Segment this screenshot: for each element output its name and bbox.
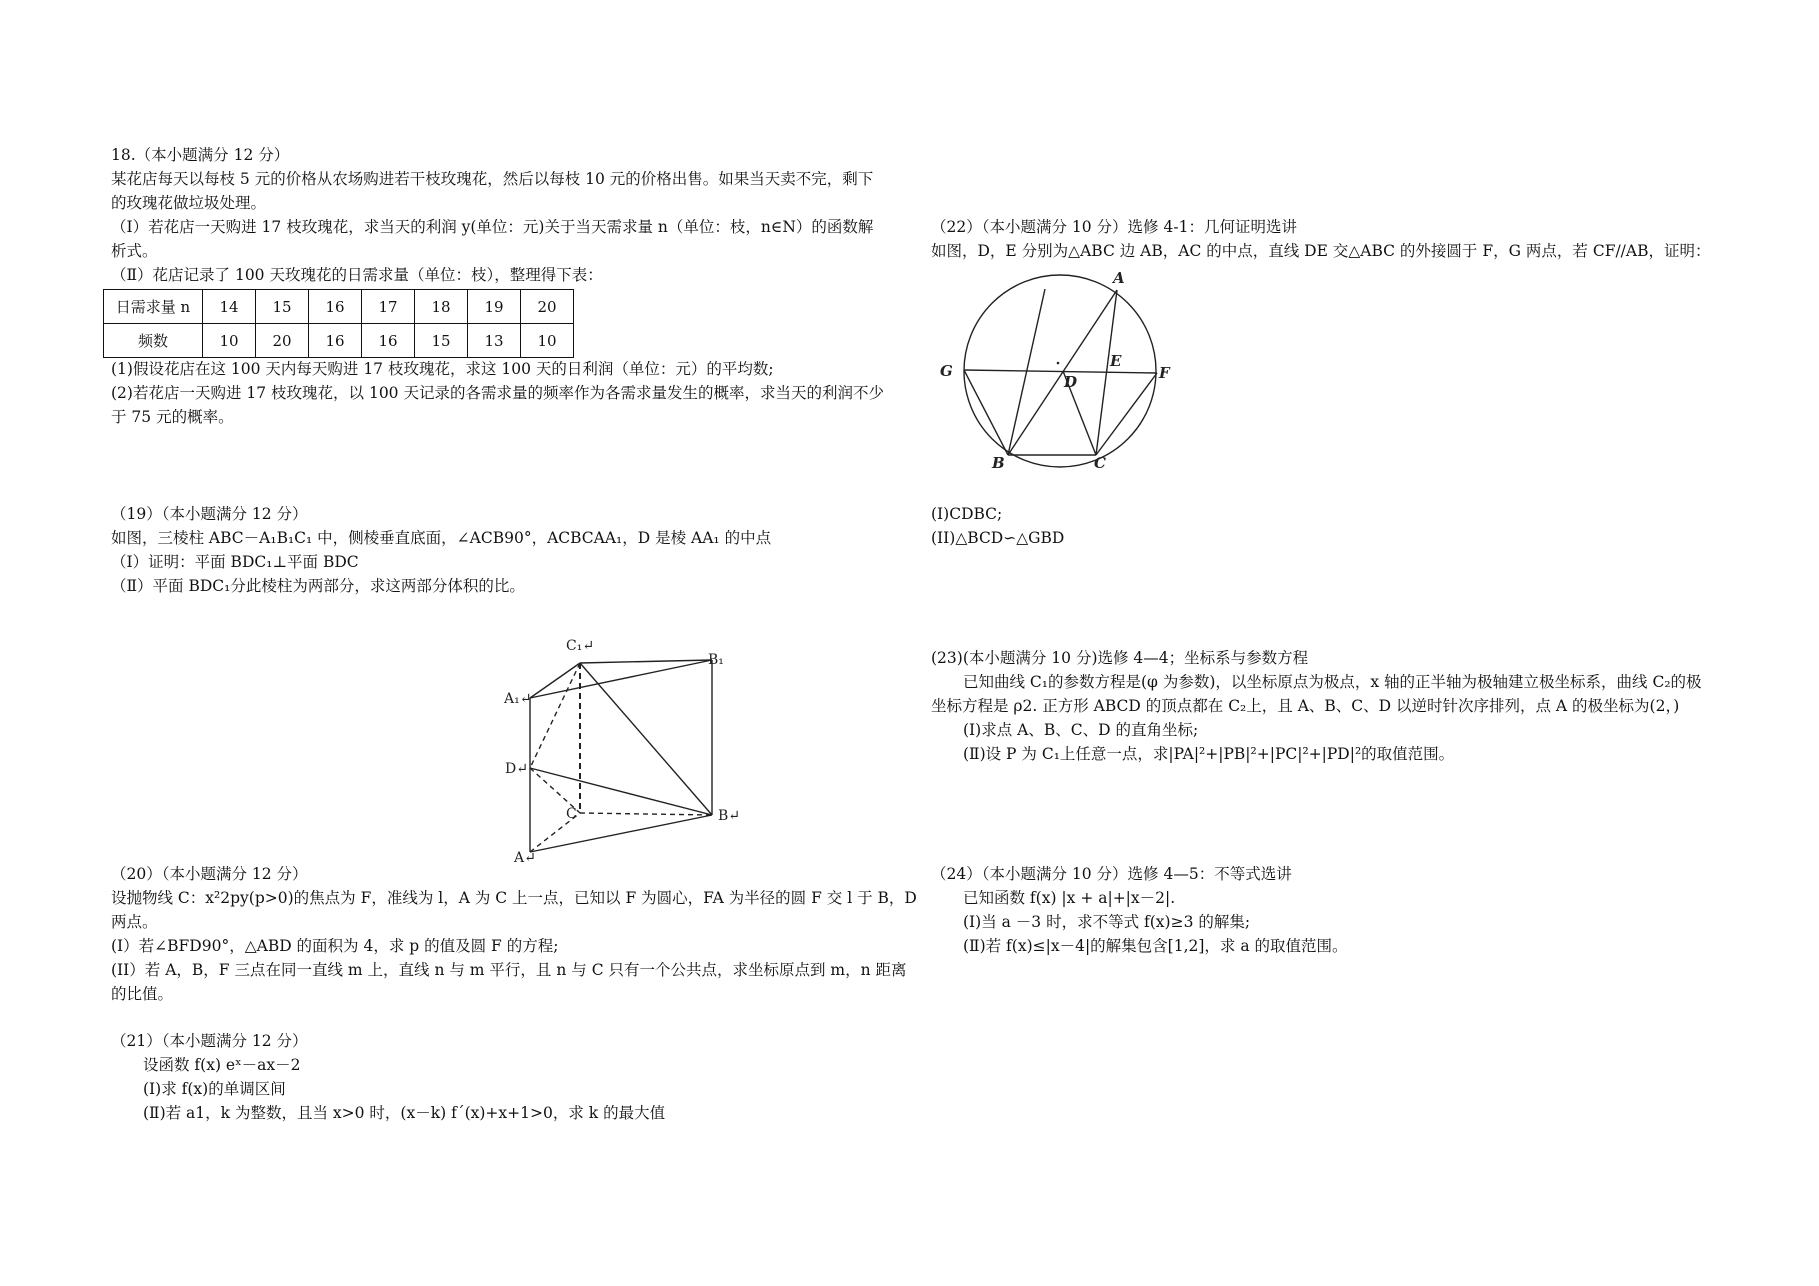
q20-line-4: (II）若 A，B，F 三点在同一直线 m 上，直线 n 与 m 平行，且 n 与 C 只有一个公共点，求坐标原点到 m，n 距离: [111, 961, 907, 979]
prism-figure: [490, 630, 750, 870]
table-cell: 15: [256, 290, 309, 324]
label-b: B↵: [718, 808, 741, 824]
q21-title: （21）（本小题满分 12 分）: [111, 1032, 308, 1050]
q22-title: （22）（本小题满分 10 分）选修 4-1：几何证明选讲: [931, 218, 1297, 236]
q24-line-2: (Ⅰ)当 a －3 时，求不等式 f(x)≥3 的解集;: [963, 913, 1251, 931]
q18-sub2-line-2: 于 75 元的概率。: [111, 408, 234, 426]
table-row-frequency: [104, 324, 574, 358]
q18-intro-line-1: 某花店每天以每枝 5 元的价格从农场购进若干枝玫瑰花，然后以每枝 10 元的价格出售。如果当天卖不完，剩下: [111, 170, 874, 188]
q20-line-5: 的比值。: [111, 985, 174, 1003]
label-c: C: [1094, 454, 1106, 472]
table-cell: 17: [362, 290, 415, 324]
q24-title: （24）（本小题满分 10 分）选修 4—5：不等式选讲: [931, 865, 1292, 883]
table-cell: 20: [256, 324, 309, 358]
label-a: A: [1113, 269, 1125, 287]
q20-line-2: 两点。: [111, 913, 158, 931]
q19-line-2: （Ⅰ）证明：平面 BDC₁⊥平面 BDC: [111, 553, 359, 571]
q22-part1: (I)CDBC;: [931, 505, 1003, 523]
table-cell: 16: [362, 324, 415, 358]
table-cell: 10: [203, 324, 256, 358]
q24-line-3: (Ⅱ)若 f(x)≤|x－4|的解集包含[1,2]，求 a 的取值范围。: [963, 937, 1348, 955]
label-a: A↵: [514, 850, 536, 866]
label-c: C: [566, 806, 577, 822]
table-cell: 13: [468, 324, 521, 358]
q19-line-3: （Ⅱ）平面 BDC₁分此棱柱为两部分，求这两部分体积的比。: [111, 577, 525, 595]
q23-line-2: 坐标方程是 ρ2. 正方形 ABCD 的顶点都在 C₂上，且 A、B、C、D 以逆时针次序排列，点 A 的极坐标为(2，): [931, 697, 1680, 715]
q23-line-4: (Ⅱ)设 P 为 C₁上任意一点，求|PA|²+|PB|²+|PC|²+|PD|²的取值范围。: [963, 745, 1455, 763]
table-cell: 15: [415, 324, 468, 358]
q21-line-3: (Ⅱ)若 a1，k 为整数，且当 x>0 时，(x－k) f´(x)+x+1>0，求 k 的最大值: [143, 1104, 666, 1122]
q18-title: 18.（本小题满分 12 分）: [111, 146, 290, 164]
q22-line-1: 如图，D，E 分别为△ABC 边 AB，AC 的中点，直线 DE 交△ABC 的外接圆于 F，G 两点，若 CF//AB，证明：: [931, 242, 1711, 260]
label-g: G: [940, 362, 953, 380]
table-row-demand: [104, 290, 574, 324]
label-b1: B₁: [708, 652, 724, 668]
q20-title: （20）（本小题满分 12 分）: [111, 865, 308, 883]
table-cell: 16: [309, 290, 362, 324]
table-cell: 16: [309, 324, 362, 358]
q18-sub2-line-1: (2)若花店一天购进 17 枝玫瑰花，以 100 天记录的各需求量的频率作为各需求量发生的概率，求当天的利润不少: [111, 384, 884, 402]
q19-line-1: 如图，三棱柱 ABC－A₁B₁C₁ 中，侧棱垂直底面，∠ACB90°，ACBCAA₁，D 是棱 AA₁ 的中点: [111, 529, 772, 547]
label-d: D↵: [505, 761, 528, 777]
circle-figure: [930, 262, 1180, 482]
q20-line-3: (I）若∠BFD90°，△ABD 的面积为 4，求 p 的值及圆 F 的方程;: [111, 937, 559, 955]
table-cell: 14: [203, 290, 256, 324]
table-header-frequency: 频数: [104, 324, 203, 358]
label-b: B: [992, 454, 1005, 472]
q18-intro-line-2: 的玫瑰花做垃圾处理。: [111, 194, 267, 212]
q21-line-2: (Ⅰ)求 f(x)的单调区间: [143, 1080, 286, 1098]
q21-line-1: 设函数 f(x) eˣ－ax－2: [143, 1056, 301, 1074]
label-d: D: [1064, 373, 1078, 391]
label-c1: C₁↵: [566, 638, 595, 654]
q18-part1-line-1: （Ⅰ）若花店一天购进 17 枝玫瑰花，求当天的利润 y(单位：元)关于当天需求量 n（单位：枝，n∈N）的函数解: [111, 218, 874, 236]
table-cell: 10: [521, 324, 574, 358]
q18-sub1: (1)假设花店在这 100 天内每天购进 17 枝玫瑰花，求这 100 天的日利润（单位：元）的平均数;: [111, 360, 774, 378]
q19-title: （19）（本小题满分 12 分）: [111, 505, 308, 523]
q23-line-3: (Ⅰ)求点 A、B、C、D 的直角坐标;: [963, 721, 1199, 739]
table-cell: 20: [521, 290, 574, 324]
table-cell: 18: [415, 290, 468, 324]
label-f: F: [1159, 364, 1170, 382]
q24-line-1: 已知函数 f(x) |x + a|+|x－2|.: [963, 889, 1176, 907]
q23-title: (23)(本小题满分 10 分)选修 4—4；坐标系与参数方程: [931, 649, 1309, 667]
q20-line-1: 设抛物线 C：x²2py(p>0)的焦点为 F，准线为 l，A 为 C 上一点，已知以 F 为圆心，FA 为半径的圆 F 交 l 于 B，D: [111, 889, 917, 907]
table-header-demand: 日需求量 n: [104, 290, 203, 324]
label-a1: A₁↵: [504, 691, 532, 707]
table-cell: 19: [468, 290, 521, 324]
q23-line-1: 已知曲线 C₁的参数方程是(φ 为参数)，以坐标原点为极点，x 轴的正半轴为极轴建立极坐标系，曲线 C₂的极: [963, 673, 1702, 691]
label-e: E: [1110, 352, 1122, 370]
q22-part2: (II)△BCD∽△GBD: [931, 529, 1065, 547]
demand-frequency-table: [103, 289, 574, 358]
q18-part2: （Ⅱ）花店记录了 100 天玫瑰花的日需求量（单位：枝），整理得下表：: [111, 266, 603, 284]
q18-part1-line-2: 析式。: [111, 242, 158, 260]
